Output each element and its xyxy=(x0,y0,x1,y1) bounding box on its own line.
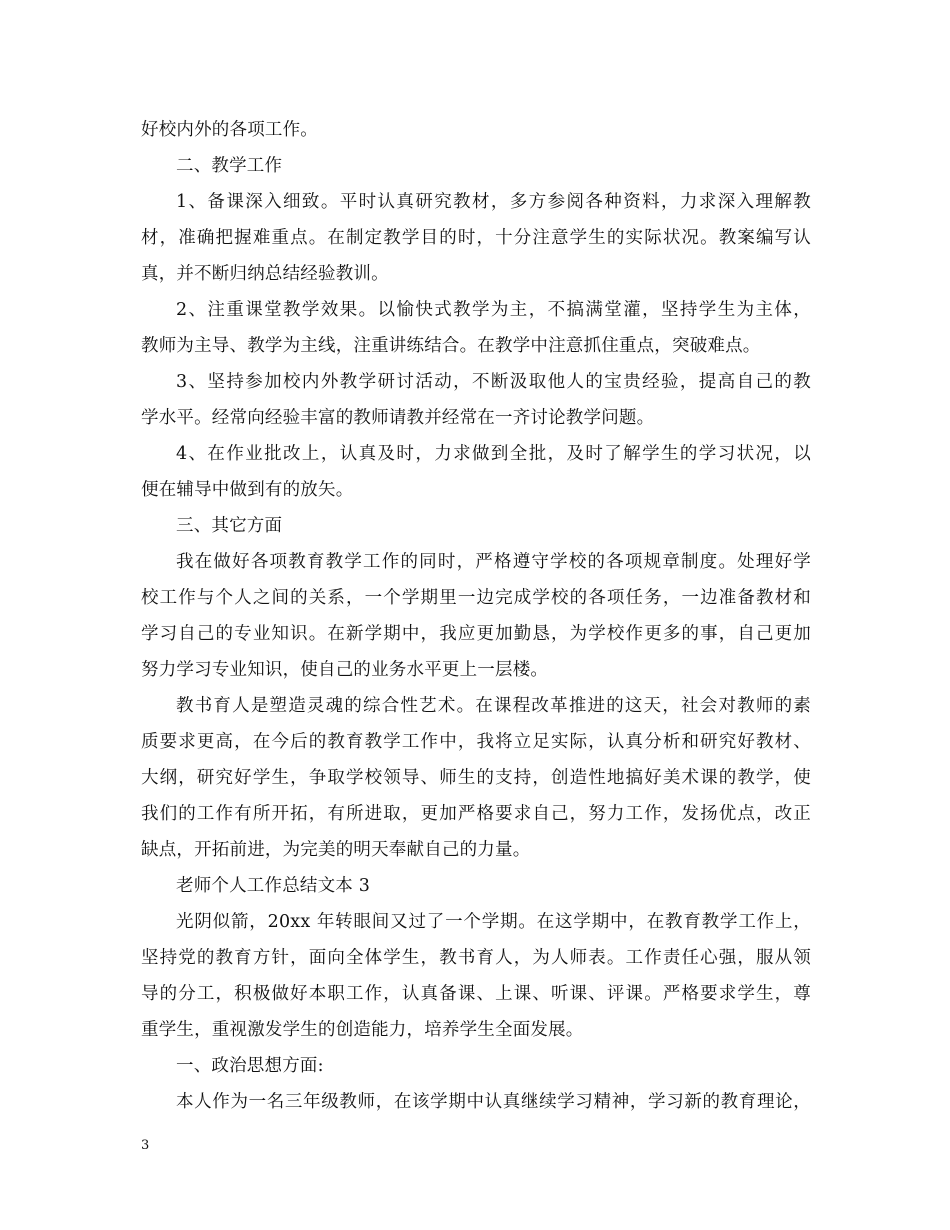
paragraph-line: 我们的工作有所开拓，有所进取，更加严格要求自己，努力工作，发扬优点，改正 xyxy=(141,804,811,824)
paragraph-line: 重学生，重视激发学生的创造能力，培养学生全面发展。 xyxy=(141,1020,584,1040)
paragraph-line: 大纲，研究好学生，争取学校领导、师生的支持，创造性地搞好美术课的教学，使 xyxy=(141,768,811,788)
paragraph-line: 我在做好各项教育教学工作的同时，严格遵守学校的各项规章制度。处理好学 xyxy=(176,552,811,572)
paragraph-line: 学习自己的专业知识。在新学期中，我应更加勤恳，为学校作更多的事，自己更加 xyxy=(141,624,811,644)
page-number: 3 xyxy=(141,1138,150,1153)
paragraph-line: 教师为主导、教学为主线，注重讲练结合。在教学中注意抓住重点，突破难点。 xyxy=(141,336,761,356)
section-heading: 一、政治思想方面: xyxy=(176,1056,324,1076)
document-heading: 老师个人工作总结文本 3 xyxy=(176,876,371,896)
paragraph-line: 3、坚持参加校内外教学研讨活动，不断汲取他人的宝贵经验，提高自己的教 xyxy=(176,372,811,392)
paragraph-line: 教书育人是塑造灵魂的综合性艺术。在课程改革推进的这天，社会对教师的素 xyxy=(176,696,811,716)
paragraph-line: 4、在作业批改上，认真及时，力求做到全批，及时了解学生的学习状况，以 xyxy=(176,444,811,464)
paragraph-line: 努力学习专业知识，使自己的业务水平更上一层楼。 xyxy=(141,660,549,680)
paragraph-line: 缺点，开拓前进，为完美的明天奉献自己的力量。 xyxy=(141,840,531,860)
section-heading: 三、其它方面 xyxy=(176,516,283,536)
paragraph-line: 学水平。经常向经验丰富的教师请教并经常在一齐讨论教学问题。 xyxy=(141,408,655,428)
paragraph-line: 校工作与个人之间的关系，一个学期里一边完成学校的各项任务，一边准备教材和 xyxy=(141,588,811,608)
paragraph-line: 1、备课深入细致。平时认真研究教材，多方参阅各种资料，力求深入理解教 xyxy=(176,192,811,212)
document-body xyxy=(141,112,811,1120)
section-heading: 二、教学工作 xyxy=(176,156,283,176)
paragraph-line: 质要求更高，在今后的教育教学工作中，我将立足实际，认真分析和研究好教材、 xyxy=(141,732,811,752)
paragraph-line: 2、注重课堂教学效果。以愉快式教学为主，不搞满堂灌，坚持学生为主体， xyxy=(176,300,811,320)
paragraph-line: 光阴似箭，20xx 年转眼间又过了一个学期。在这学期中，在教育教学工作上， xyxy=(176,912,811,932)
paragraph-line: 坚持党的教育方针，面向全体学生，教书育人，为人师表。工作责任心强，服从领 xyxy=(141,948,811,968)
paragraph-line: 便在辅导中做到有的放矢。 xyxy=(141,480,354,500)
paragraph-line: 本人作为一名三年级教师，在该学期中认真继续学习精神，学习新的教育理论， xyxy=(176,1092,811,1112)
paragraph-line: 真，并不断归纳总结经验教训。 xyxy=(141,264,389,284)
paragraph-line: 材，准确把握难重点。在制定教学目的时，十分注意学生的实际状况。教案编写认 xyxy=(141,228,811,248)
text-line: 好校内外的各项工作。 xyxy=(141,120,318,140)
paragraph-line: 导的分工，积极做好本职工作，认真备课、上课、听课、评课。严格要求学生，尊 xyxy=(141,984,811,1004)
